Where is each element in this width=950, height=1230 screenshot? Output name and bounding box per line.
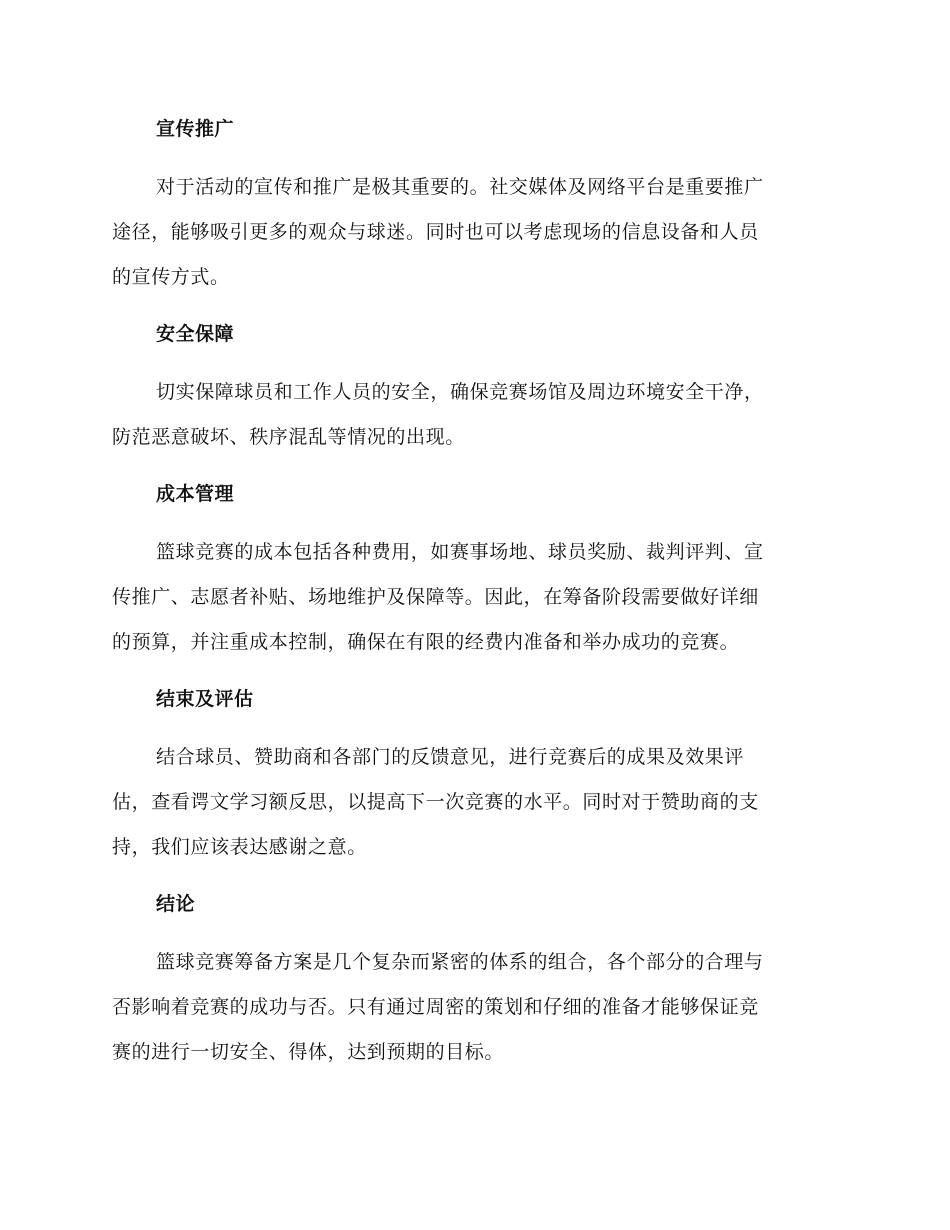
paragraph-line: 切实保障球员和工作人员的安全，确保竞赛场馆及周边环境安全干净，	[156, 381, 764, 403]
paragraph-line: 篮球竞赛筹备方案是几个复杂而紧密的体系的组合，各个部分的合理与	[156, 951, 764, 973]
paragraph-line: 估，查看谔文学习额反思，以提高下一次竞赛的水平。同时对于赞助商的支	[112, 791, 759, 813]
paragraph-line: 的预算，并注重成本控制，确保在有限的经费内准备和举办成功的竞赛。	[112, 631, 740, 653]
section-heading: 宣传推广	[156, 118, 235, 140]
paragraph-line: 对于活动的宣传和推广是极其重要的。社交媒体及网络平台是重要推广	[156, 176, 764, 198]
section-heading: 成本管理	[156, 483, 235, 505]
paragraph-line: 赛的进行一切安全、得体，达到预期的目标。	[112, 1041, 505, 1063]
paragraph-line: 传推广、志愿者补贴、场地维护及保障等。因此，在筹备阶段需要做好详细	[112, 586, 759, 608]
section-heading: 结论	[156, 893, 196, 915]
section-heading: 结束及评估	[156, 688, 254, 710]
paragraph-line: 结合球员、赞助商和各部门的反馈意见，进行竞赛后的成果及效果评	[156, 746, 745, 768]
paragraph-line: 否影响着竞赛的成功与否。只有通过周密的策划和仔细的准备才能够保证竞	[112, 996, 759, 1018]
paragraph-line: 的宣传方式。	[112, 266, 230, 288]
paragraph-line: 持，我们应该表达感谢之意。	[112, 836, 367, 858]
paragraph-line: 防范恶意破坏、秩序混乱等情况的出现。	[112, 426, 465, 448]
paragraph-line: 篮球竞赛的成本包括各种费用，如赛事场地、球员奖励、裁判评判、宣	[156, 541, 764, 563]
section-heading: 安全保障	[156, 323, 235, 345]
paragraph-line: 途径，能够吸引更多的观众与球迷。同时也可以考虑现场的信息设备和人员	[112, 221, 759, 243]
